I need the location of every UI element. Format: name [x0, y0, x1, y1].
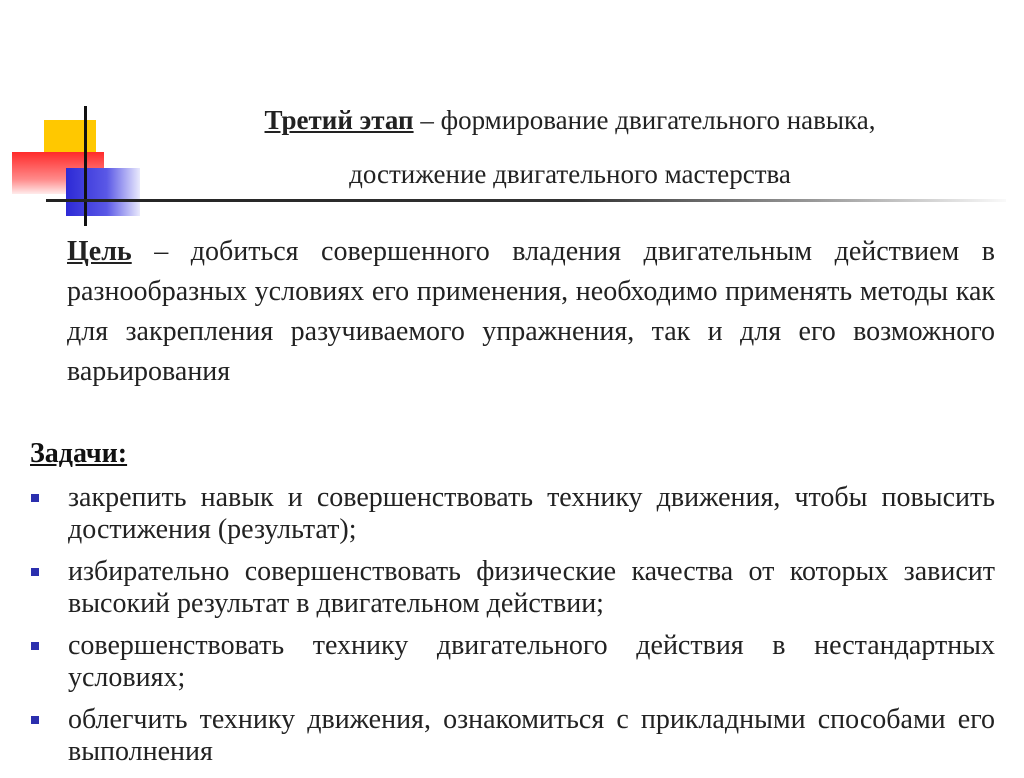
task-text: облегчить технику движения, ознакомиться с прикладными способами его выполнения — [68, 704, 995, 767]
list-item — [30, 630, 995, 694]
goal-label: Цель — [67, 236, 132, 267]
slide-title-line-1 — [150, 104, 990, 136]
tasks-heading: Задачи: — [30, 438, 128, 469]
tasks-list — [30, 482, 995, 778]
horizontal-rule — [46, 199, 1006, 202]
vertical-rule — [84, 106, 87, 226]
list-item — [30, 556, 995, 620]
slide-title-line-2: достижение двигательного мастерства — [349, 159, 791, 189]
task-text: избирательно совершенствовать физические качества от которых зависит высокий результат в двигательном действии; — [68, 556, 995, 619]
list-item — [30, 704, 995, 768]
goal-paragraph — [67, 232, 995, 392]
task-text: закрепить навык и совершенствовать технику движения, чтобы повысить достижения (результат); — [68, 482, 995, 545]
square-bullet-icon — [31, 568, 39, 576]
square-bullet-icon — [31, 716, 39, 724]
goal-text: – добиться совершенного владения двигательным действием в разнообразных условиях его применения, необходимо применять методы как для закрепления разучиваемого упражнения, так и для его возможного варьирования — [67, 236, 995, 387]
task-text: совершенствовать технику двигательного действия в нестандартных условиях; — [68, 630, 995, 693]
title-rest: – формирование двигательного навыка, — [413, 105, 876, 135]
list-item — [30, 482, 995, 546]
square-bullet-icon — [31, 494, 39, 502]
blue-rectangle-decoration — [66, 168, 140, 216]
title-lead: Третий этап — [264, 105, 414, 135]
square-bullet-icon — [31, 642, 39, 650]
